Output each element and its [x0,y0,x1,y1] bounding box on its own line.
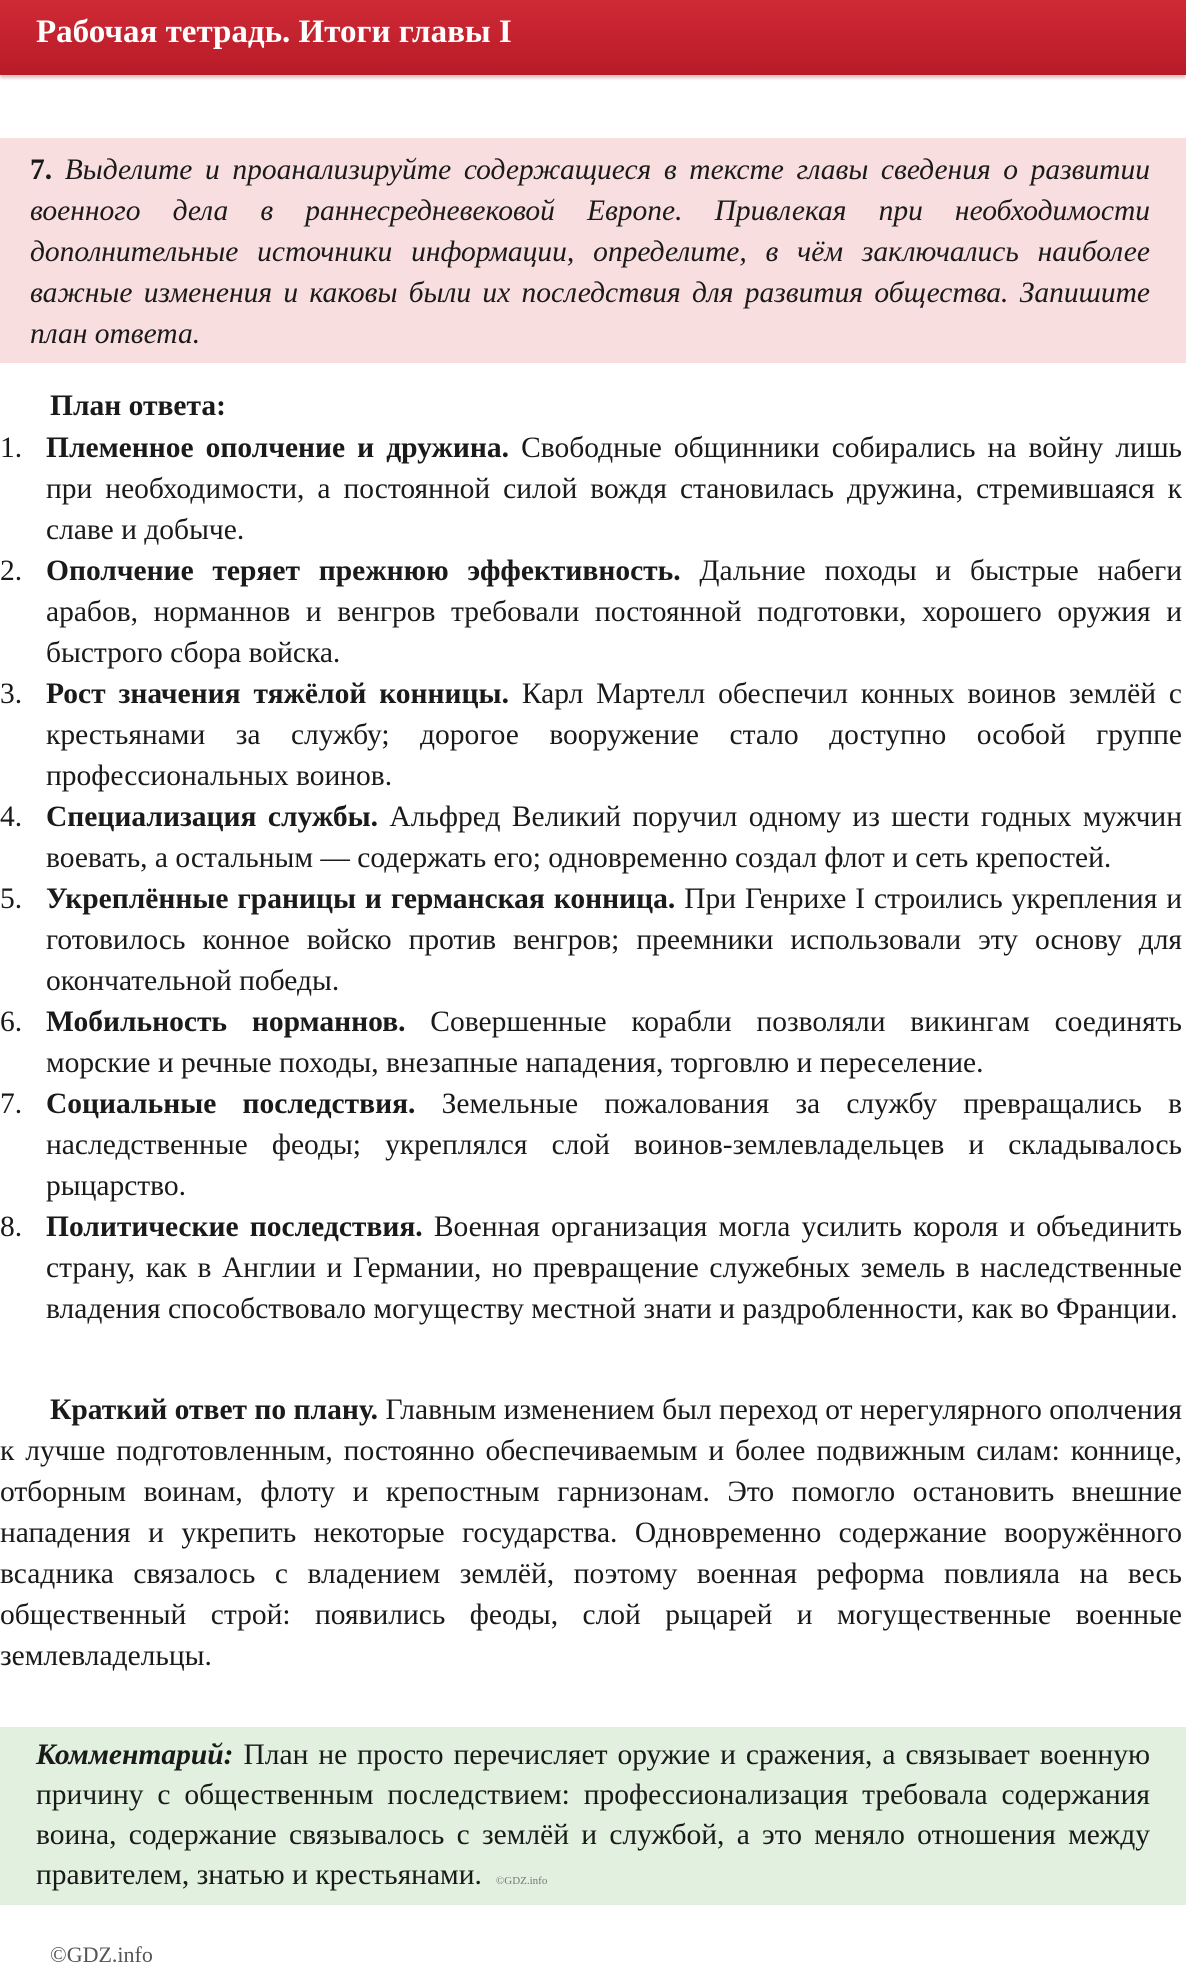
header-title: Рабочая тетрадь. Итоги главы I [36,14,512,50]
plan-item [0,1084,1182,1207]
plan-item [0,1207,1182,1330]
comment-text [36,1735,1150,1901]
task-text [30,150,1150,355]
plan-item-title: Политические последствия. [46,1211,423,1243]
plan-item-title: Мобильность норманнов. [46,1006,406,1038]
plan-item-text: Дальние походы и быстрые набеги арабов, норманнов и венгров требовали постоянной подготовки, хорошего оружия и быстрого сбора войска. [46,555,1183,669]
plan-item-title: Социальные последствия. [46,1088,416,1120]
short-answer-text: Главным изменением был переход от нерегулярного ополчения к лучше подготовленным, постоянно обеспечиваемым и более подвижным силам: коннице, отборным воинам, флоту и крепостным гарнизонам. Это помогло остановить внешние нападения и укрепить некоторые государства. Одновременно содержание вооружённого всадника связалось с владением землёй, поэтому военная реформа повлияла на весь общественный строй: появились феоды, слой рыцарей и могущественные военные землевладельцы. [0,1394,1182,1672]
task-box [0,138,1186,363]
plan-item-number: 5. [0,883,23,915]
plan-item [0,797,1182,879]
plan-list [0,428,1182,1330]
footer-watermark: ©GDZ.info [50,1942,153,1967]
plan-item-number: 4. [0,801,23,833]
plan-item-text: Альфред Великий поручил одному из шести годных мужчин воевать, а остальным — содержать его; одновременно создал флот и сеть крепостей. [46,801,1183,874]
plan-item-text: Карл Мартелл обеспечил конных воинов землёй с крестьянами за службу; дорогое вооружение стало доступно особой группе профессиональных воинов. [46,678,1182,792]
plan-item-number: 3. [0,678,23,710]
plan-item-number: 7. [0,1088,23,1120]
plan-item-number: 1. [0,432,23,464]
plan-heading: План ответа: [50,390,226,422]
inline-watermark: ©GDZ.info [495,1875,548,1887]
plan-item [0,428,1182,551]
plan-item [0,879,1182,1002]
plan-item-title: Ополчение теряет прежнюю эффективность. [46,555,681,587]
plan-item [0,551,1182,674]
short-answer-title: Краткий ответ по плану. [50,1394,379,1426]
plan-item-title: Рост значения тяжёлой конницы. [46,678,509,710]
task-body: Выделите и проанализируйте содержащиеся в тексте главы сведения о развитии военного дела в раннесредневековой Европе. Привлекая при необходимости дополнительные источники информации, определите, в чём заключались наиболее важные изменения и каковы были их последствия для развития общества. Запишите план ответа. [30,154,1150,350]
plan-item-text: При Генрихе I строились укрепления и готовилось конное войско против венгров; преемники использовали эту основу для окончательной победы. [46,883,1183,997]
plan-item-text: Земельные пожалования за службу превращались в наследственные феоды; укреплялся слой воинов-землевладельцев и складывалось рыцарство. [46,1088,1183,1202]
plan-item-text: Совершенные корабли позволяли викингам соединять морские и речные походы, внезапные нападения, торговлю и переселение. [46,1006,1182,1079]
plan-item [0,674,1182,797]
plan-item-number: 2. [0,555,23,587]
plan-item-title: Укреплённые границы и германская конница. [46,883,676,915]
plan-item [0,1002,1182,1084]
short-answer [0,1390,1182,1677]
plan-item-title: Специализация службы. [46,801,379,833]
comment-body: План не просто перечисляет оружие и сражения, а связывает военную причину с общественным последствием: профессионализация требовала содержания воина, содержание связывалось с землёй и службой, а это меняло отношения между правителем, знатью и крестьянами. [36,1739,1150,1891]
chapter-header [0,0,1186,75]
task-number: 7. [30,154,53,186]
plan-item-title: Племенное ополчение и дружина. [46,432,510,464]
comment-box [0,1727,1186,1905]
plan-item-text: Военная организация могла усилить короля и объединить страну, как в Англии и Германии, но превращение служебных земель в наследственные владения способствовало могуществу местной знати и раздробленности, как во Франции. [46,1211,1183,1325]
plan-item-text: Свободные общинники собирались на войну лишь при необходимости, а постоянной силой вождя становилась дружина, стремившаяся к славе и добыче. [46,432,1182,546]
comment-label: Комментарий: [36,1739,234,1771]
plan-item-number: 8. [0,1211,23,1243]
plan-item-number: 6. [0,1006,23,1038]
